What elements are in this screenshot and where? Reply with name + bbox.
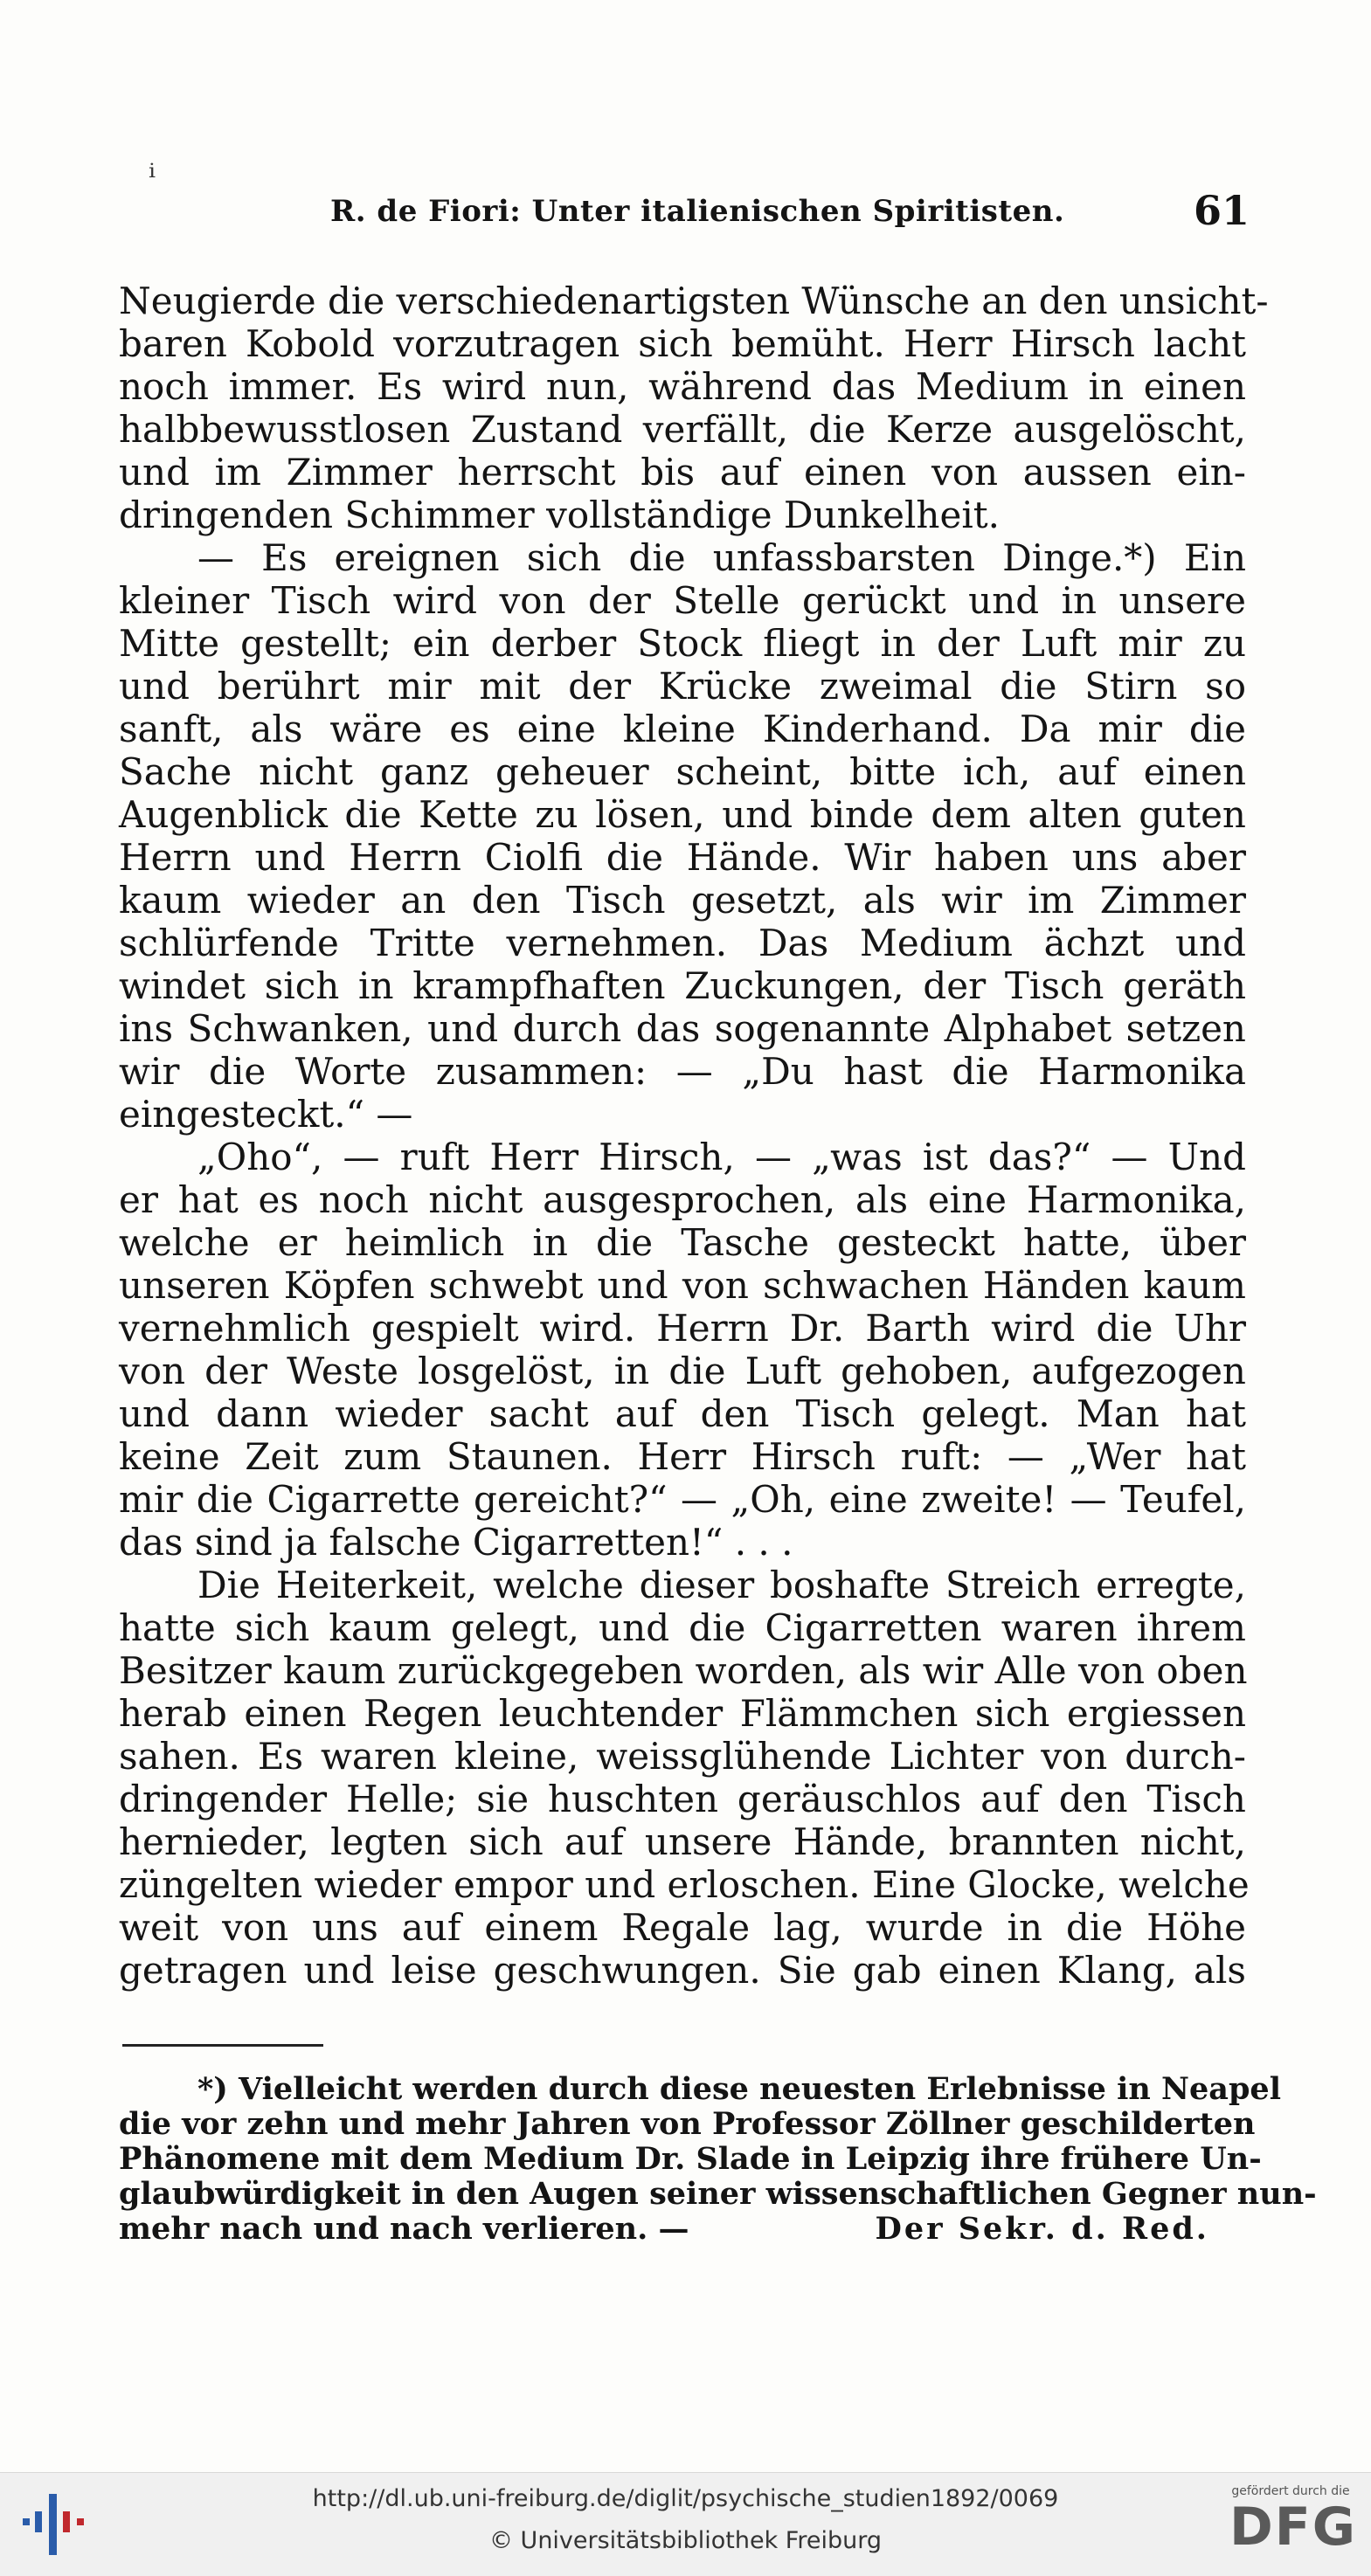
- footnote-line-text: die vor zehn und mehr Jahren von Professor Zöllner geschilderten: [119, 2106, 1256, 2142]
- footnote-line-text: glaubwürdigkeit in den Augen seiner wissenschaftlichen Gegner nun-: [119, 2176, 1317, 2212]
- text-line: dringenden Schimmer vollständige Dunkelheit.: [119, 494, 1000, 536]
- text-line: dringender Helle; sie huschten geräuschlos auf den Tisch: [119, 1778, 1246, 1820]
- text-line: kaum wieder an den Tisch gesetzt, als wir im Zimmer: [119, 879, 1246, 922]
- text-line: — Es ereignen sich die unfassbarsten Dinge.*) Ein: [197, 536, 1246, 579]
- text-line: Augenblick die Kette zu lösen, und binde dem alten guten: [119, 793, 1246, 836]
- text-line: und im Zimmer herrscht bis auf einen von aussen ein-: [119, 451, 1246, 494]
- text-line: Neugierde die verschiedenartigsten Wünsche an den unsicht-: [119, 280, 1269, 322]
- footnote: [119, 2071, 1317, 2247]
- text-line: eingesteckt.“ —: [119, 1093, 413, 1136]
- text-line: und dann wieder sacht auf den Tisch gelegt. Man hat: [119, 1392, 1246, 1435]
- text-line: schlürfende Tritte vernehmen. Das Medium ächzt und: [119, 922, 1246, 964]
- footnote-line-text: mehr nach und nach verlieren. —: [119, 2211, 689, 2247]
- dfg-sponsor-text: gefördert durch die: [1231, 2484, 1350, 2498]
- text-line: Herrn und Herrn Ciolfi die Hände. Wir haben uns aber: [119, 836, 1246, 879]
- text-line: windet sich in krampfhaften Zuckungen, der Tisch geräth: [119, 964, 1246, 1007]
- text-line: mir die Cigarrette gereicht?“ — „Oh, eine zweite! — Teufel,: [119, 1478, 1246, 1521]
- page-number: 61: [1193, 187, 1250, 234]
- footnote-signature: Der Sekr. d. Red.: [875, 2211, 1209, 2247]
- text-line: unseren Köpfen schwebt und von schwachen Händen kaum: [119, 1264, 1246, 1307]
- text-line: keine Zeit zum Staunen. Herr Hirsch ruft: — „Wer hat: [119, 1435, 1246, 1478]
- text-line: noch immer. Es wird nun, während das Medium in einen: [119, 365, 1246, 408]
- text-line: er hat es noch nicht ausgesprochen, als eine Harmonika,: [119, 1178, 1246, 1221]
- text-line: weit von uns auf einem Regale lag, wurde in die Höhe: [119, 1906, 1246, 1949]
- footnote-line-text: Phänomene mit dem Medium Dr. Slade in Leipzig ihre frühere Un-: [119, 2141, 1262, 2177]
- footnote-line: [119, 2106, 1256, 2142]
- text-line: von der Weste losgelöst, in die Luft gehoben, aufgezogen: [119, 1350, 1246, 1392]
- text-line: halbbewusstlosen Zustand verfällt, die Kerze ausgelöscht,: [119, 408, 1246, 451]
- body-text: [119, 280, 1269, 1992]
- text-line: getragen und leise geschwungen. Sie gab einen Klang, als: [119, 1949, 1246, 1992]
- text-line: welche er heimlich in die Tasche gesteckt hatte, über: [119, 1221, 1246, 1264]
- text-line: baren Kobold vorzutragen sich bemüht. Herr Hirsch lacht: [119, 322, 1246, 365]
- text-line: sanft, als wäre es eine kleine Kinderhand. Da mir die: [119, 708, 1246, 750]
- page-header: [122, 187, 1250, 239]
- footnote-line: [119, 2141, 1262, 2177]
- text-line: vernehmlich gespielt wird. Herrn Dr. Barth wird die Uhr: [119, 1307, 1246, 1350]
- text-line: Besitzer kaum zurückgegeben worden, als wir Alle von oben: [119, 1649, 1248, 1692]
- text-line: Mitte gestellt; ein derber Stock fliegt in der Luft mir zu: [119, 622, 1246, 665]
- dfg-logo-text: DFG: [1229, 2497, 1358, 2558]
- footnote-rule: [122, 2044, 323, 2047]
- text-line: hernieder, legten sich auf unsere Hände, brannten nicht,: [119, 1820, 1246, 1863]
- text-line: „Oho“, — ruft Herr Hirsch, — „was ist das?“ — Und: [197, 1136, 1246, 1178]
- dfg-logo: [1229, 2483, 1358, 2567]
- text-line: sahen. Es waren kleine, weissglühende Lichter von durch-: [119, 1735, 1246, 1778]
- footnote-line: [119, 2212, 1246, 2247]
- text-line: wir die Worte zusammen: — „Du hast die Harmonika: [119, 1050, 1246, 1093]
- text-line: und berührt mir mit der Krücke zweimal die Stirn so: [119, 665, 1246, 708]
- viewer-footer: [0, 2472, 1371, 2576]
- text-line: herab einen Regen leuchtender Flämmchen sich ergiessen: [119, 1692, 1246, 1735]
- footnote-line: [119, 2071, 1281, 2107]
- text-line: Die Heiterkeit, welche dieser boshafte Streich erregte,: [197, 1564, 1246, 1606]
- footnote-line-text: *) Vielleicht werden durch diese neuesten Erlebnisse in Neapel: [197, 2071, 1281, 2107]
- text-line: ins Schwanken, und durch das sogenannte Alphabet setzen: [119, 1007, 1246, 1050]
- text-line: Sache nicht ganz geheuer scheint, bitte ich, auf einen: [119, 750, 1246, 793]
- margin-mark: ⁱ: [149, 157, 156, 197]
- text-line: das sind ja falsche Cigarretten!“ . . .: [119, 1521, 793, 1564]
- text-line: züngelten wieder empor und erloschen. Eine Glocke, welche: [119, 1863, 1250, 1906]
- copyright-notice: © Universitätsbibliothek Freiburg: [488, 2527, 883, 2554]
- running-head: R. de Fiori: Unter italienischen Spiritisten.: [330, 194, 1065, 229]
- text-line: hatte sich kaum gelegt, und die Cigarretten waren ihrem: [119, 1606, 1246, 1649]
- text-line: kleiner Tisch wird von der Stelle gerückt und in unsere: [119, 579, 1246, 622]
- footnote-line: [119, 2176, 1317, 2212]
- permalink-url[interactable]: http://dl.ub.uni-freiburg.de/diglit/psychische_studien1892/0069: [312, 2485, 1059, 2512]
